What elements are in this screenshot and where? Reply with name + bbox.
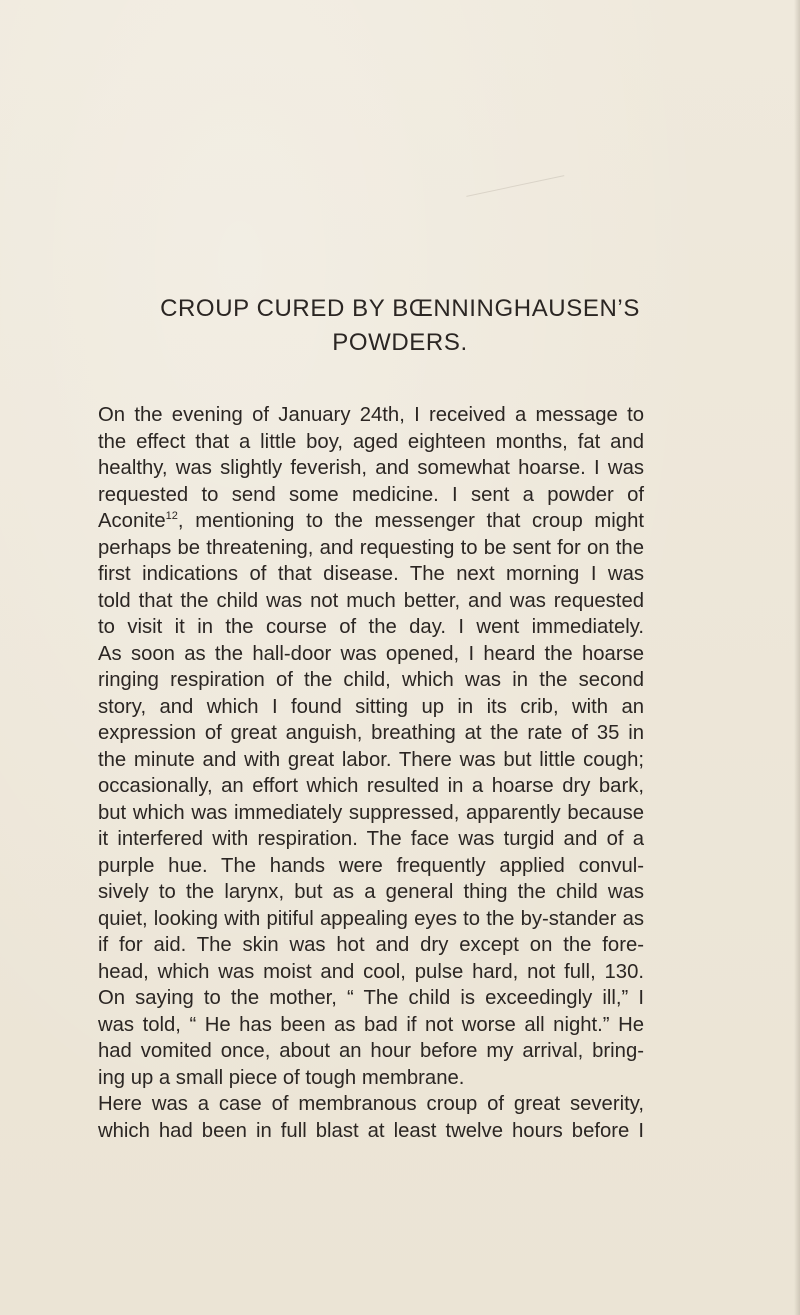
aconite-word: Aconite (98, 510, 166, 532)
text-line: requested to send some medicine. I sent a powder of (98, 483, 644, 506)
text-line: if for aid. The skin was hot and dry except on the fore- (98, 934, 644, 956)
aconite-line-rest: , mentioning to the messenger that croup might (177, 510, 644, 532)
text-line: ing up a small piece of tough membrane. (98, 1066, 465, 1089)
text-line: purple hue. The hands were frequently applied convul- (98, 854, 644, 877)
text-line: head, which was moist and cool, pulse hard, not full, 130. (98, 960, 644, 983)
text-line: but which was immediately suppressed, apparently because (98, 801, 644, 824)
text-line: had vomited once, about an hour before my arrival, bring- (98, 1040, 644, 1062)
body-text (98, 402, 644, 1144)
text-line: healthy, was slightly feverish, and somewhat hoarse. I was (98, 457, 644, 479)
text-line: was told, “ He has been as bad if not worse all night.” He (98, 1013, 644, 1036)
text-line: expression of great anguish, breathing at the rate of 35 in (98, 722, 644, 744)
footnote-reference: 12 (165, 510, 178, 523)
text-line: occasionally, an effort which resulted in a hoarse dry bark, (98, 775, 644, 797)
chapter-title-line-1: CROUP CURED BY BŒNNINGHAUSEN’S (160, 295, 640, 322)
text-line: quiet, looking with pitiful appealing eyes to the by-stander as (98, 907, 644, 930)
text-line: first indications of that disease. The next morning I was (98, 563, 644, 585)
chapter-title-line-2: POWDERS. (332, 329, 468, 356)
text-line: the minute and with great labor. There was but little cough; (98, 748, 644, 771)
paper-blemish (466, 175, 573, 241)
text-line: the effect that a little boy, aged eighteen months, fat and (98, 430, 644, 453)
text-line: story, and which I found sitting up in its crib, with an (98, 695, 644, 718)
text-line: to visit it in the course of the day. I went immediately. (98, 616, 644, 638)
page-edge-shadow (794, 0, 800, 1315)
text-line: Here was a case of membranous croup of great severity, (98, 1093, 644, 1115)
text-line: As soon as the hall-door was opened, I heard the hoarse (98, 642, 644, 665)
text-line: On the evening of January 24th, I received a message to (98, 404, 644, 426)
text-line: perhaps be threatening, and requesting to be sent for on the (98, 536, 644, 559)
text-line: told that the child was not much better, and was requested (98, 589, 644, 612)
text-line-with-footnote (98, 508, 644, 535)
text-line: ringing respiration of the child, which was in the second (98, 669, 644, 691)
text-line: sively to the larynx, but as a general thing the child was (98, 881, 644, 903)
text-line: which had been in full blast at least twelve hours before I (98, 1119, 644, 1142)
text-line: On saying to the mother, “ The child is exceedingly ill,” I (98, 987, 644, 1009)
text-line: it interfered with respiration. The face was turgid and of a (98, 828, 644, 850)
